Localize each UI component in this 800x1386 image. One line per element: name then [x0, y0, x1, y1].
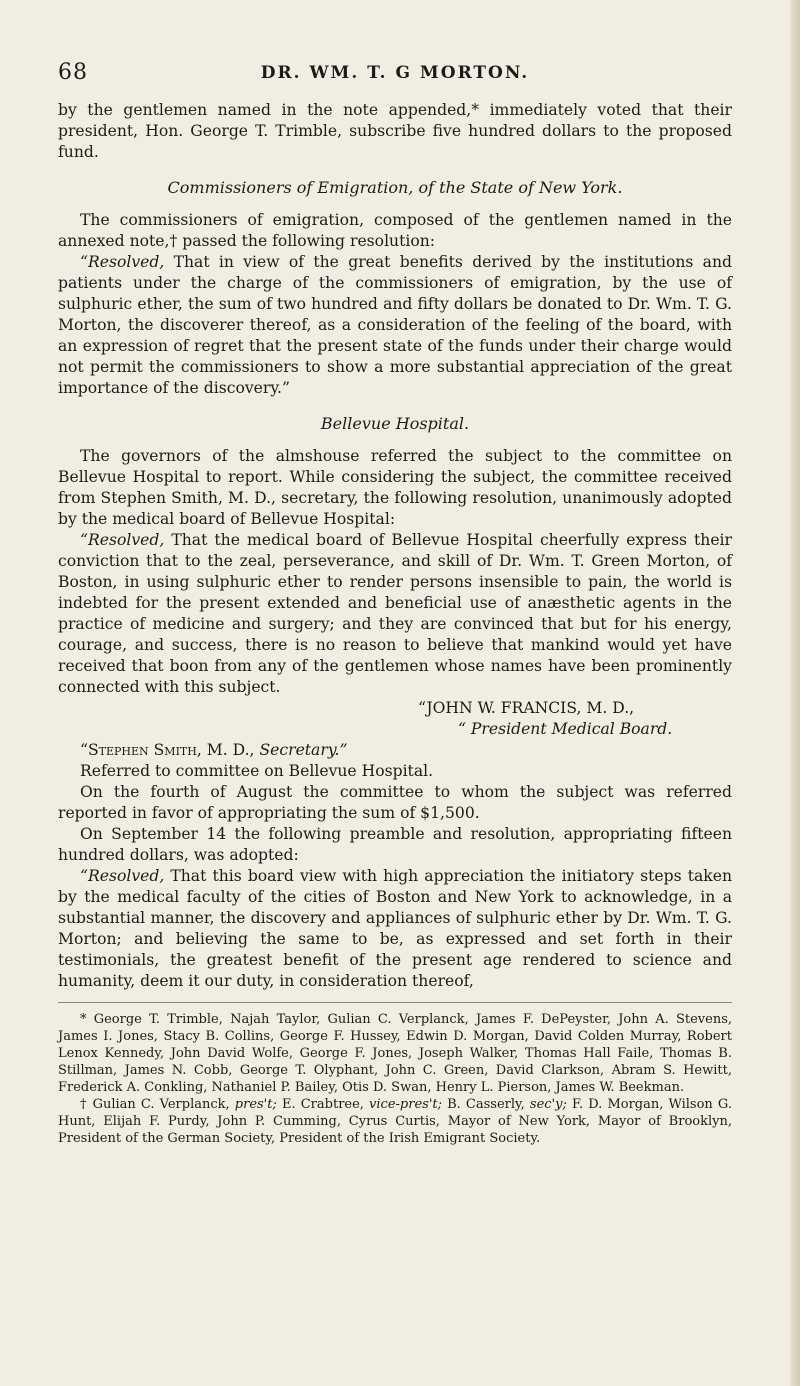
resolved-label: “Resolved,: [80, 867, 165, 885]
page-header: [58, 60, 732, 90]
resolved-label: “Resolved,: [80, 531, 165, 549]
bellevue-resolution: [58, 530, 732, 698]
emigration-resolution: [58, 252, 732, 399]
intro-paragraph: by the gentlemen named in the note appended,* immediately voted that their president, Hon. George T. Trimble, subscribe five hundred dollars to the proposed fund.: [58, 101, 732, 161]
footnote-role: vice-pres't;: [369, 1097, 442, 1112]
footnote-role: sec'y;: [529, 1097, 567, 1112]
resolution-text: That the medical board of Bellevue Hospital cheerfully express their conviction that to the zeal, perseverance, and skill of Dr. Wm. T. Green Morton, of Boston, in using sulphuric ether to render persons insensible to pain, the world is indebted for the present extended and beneficial use of anæsthetic agents in the practice of medicine and surgery; and they are convinced that but for his energy, courage, and success, there is no reason to believe that mankind would yet have received that boon from any of the gentlemen whose names have been prominently connected with this subject.: [58, 531, 732, 696]
referred-paragraph: Referred to committee on Bellevue Hospital.: [80, 762, 434, 780]
footnote-role: pres't;: [234, 1097, 277, 1112]
footnote-text: F. D. Morgan, Wilson G. Hunt, Elijah F. Purdy, John P. Cumming, Cyrus Curtis, Mayor of New York, Mayor of Brooklyn, President of the German Society, President of the Irish Emigrant Society.: [58, 1097, 732, 1146]
september-paragraph: On September 14 the following preamble and resolution, appropriating fifteen hundred dollars, was adopted:: [58, 825, 732, 864]
resolution-text: That in view of the great benefits derived by the institutions and patients under the charge of the commissioners of emigration, by the use of sulphuric ether, the sum of two hundred and fifty dollars be donated to Dr. Wm. T. G. Morton, the discoverer thereof, as a consideration of the feeling of the board, with an expression of regret that the present state of the funds under their charge would not permit the commissioners to show a more substantial appreciation of the great importance of the discovery.”: [58, 253, 732, 397]
secretary-name: “Stephen Smith,: [80, 741, 202, 759]
september-resolution: [58, 866, 732, 992]
footnote-divider: [58, 1002, 732, 1003]
page-body: [58, 100, 732, 1147]
page-number: 68: [58, 60, 88, 85]
august-paragraph: On the fourth of August the committee to whom the subject was referred reported in favor of appropriating the sum of $1,500.: [58, 783, 732, 822]
secretary-title: Secretary.”: [259, 741, 348, 759]
secretary-degree: M. D.,: [201, 741, 260, 759]
footnote-text: E. Crabtree,: [276, 1097, 370, 1112]
emigration-paragraph: The commissioners of emigration, composed of the gentlemen named in the annexed note,† passed the following resolution:: [58, 211, 732, 250]
resolved-label: “Resolved,: [80, 253, 165, 271]
signature-name: “JOHN W. FRANCIS, M. D.,: [418, 699, 635, 717]
section-heading-emigration: Commissioners of Emigration, of the State of New York.: [167, 178, 623, 197]
running-head: DR. WM. T. G MORTON.: [260, 63, 530, 83]
signature-title: “ President Medical Board.: [458, 720, 673, 738]
footnote-1: * George T. Trimble, Najah Taylor, Gulian C. Verplanck, James F. DePeyster, John A. Stevens, James I. Jones, Stacy B. Collins, George F. Hussey, Edwin D. Morgan, David Colden Murray, Robert Lenox Kennedy, John David Wolfe, George F. Jones, Joseph Walker, Thomas Hall Faile, Thomas B. Stillman, James N. Cobb, George T. Olyphant, John C. Green, David Clarkson, Abram S. Hewitt, Frederick A. Conkling, Nathaniel P. Bailey, Otis D. Swan, Henry L. Pierson, James W. Beekman.: [58, 1012, 732, 1095]
secretary-signature: [58, 740, 732, 761]
footnote-text: B. Casserly,: [442, 1097, 530, 1112]
section-heading-bellevue: Bellevue Hospital.: [320, 414, 470, 433]
footnote-2: [58, 1096, 732, 1147]
resolution-text: That this board view with high appreciation the initiatory steps taken by the medical faculty of the cities of Boston and New York to acknowledge, in a substantial manner, the discovery and appliances of sulphuric ether by Dr. Wm. T. G. Morton; and believing the same to be, as expressed and set forth in their testimonials, the greatest benefit of the present age rendered to science and humanity, deem it our duty, in consideration thereof,: [58, 867, 732, 990]
bellevue-paragraph: The governors of the almshouse referred the subject to the committee on Bellevue Hospital to report. While considering the subject, the committee received from Stephen Smith, M. D., secretary, the following resolution, unanimously adopted by the medical board of Bellevue Hospital:: [58, 447, 732, 528]
footnote-text: † Gulian C. Verplanck,: [80, 1097, 235, 1112]
